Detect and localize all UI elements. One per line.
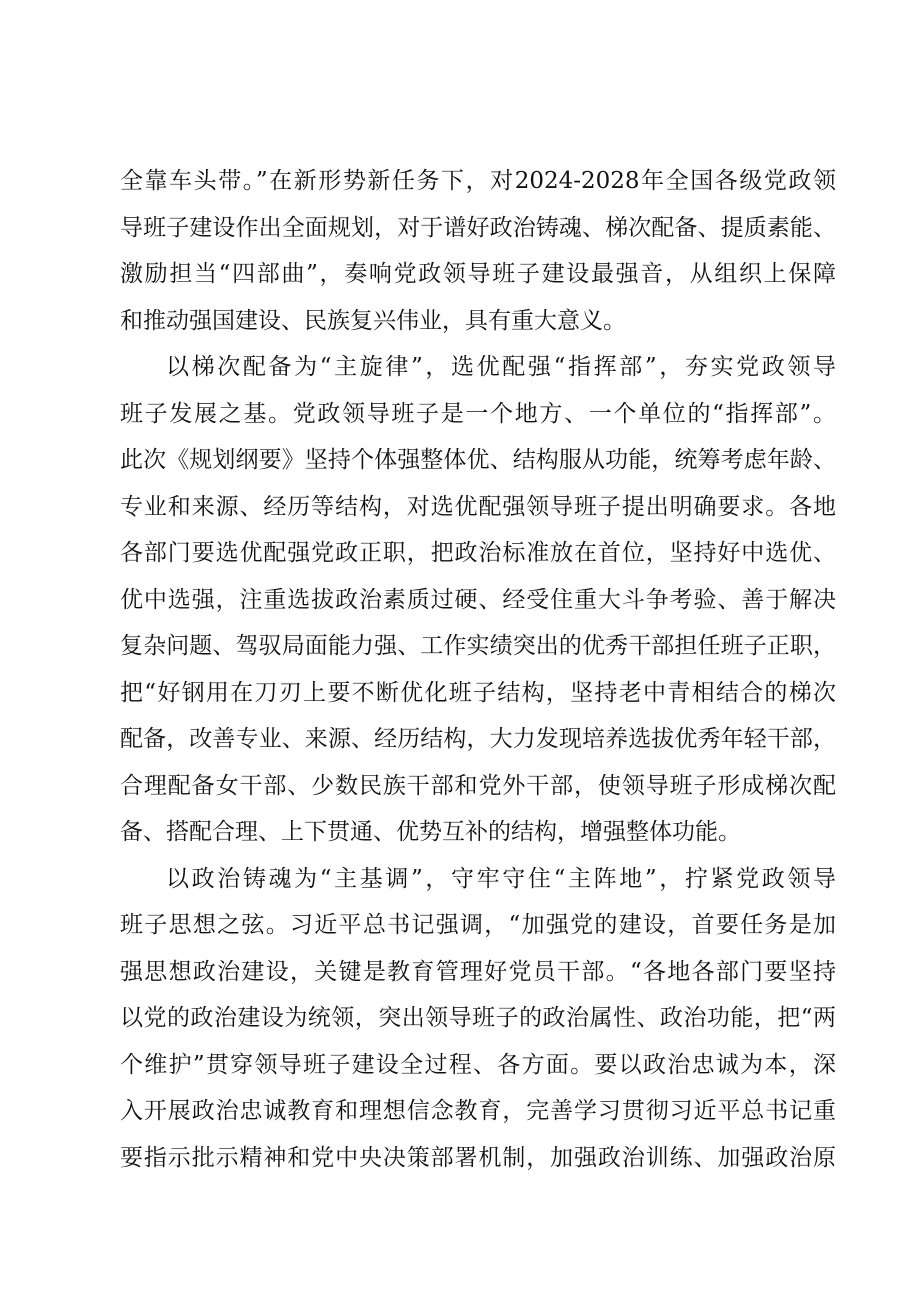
paragraph-3 <box>120 856 836 1182</box>
text-line: 各部门要选优配强党政正职，把政治标准放在首位，坚持好中选优、 <box>120 540 836 566</box>
text-line: 班子发展之基。党政领导班子是一个地方、一个单位的“指挥部”。 <box>120 400 836 427</box>
text-line: 备、搭配合理、上下贯通、优势互补的结构，增强整体功能。 <box>120 819 741 845</box>
text-line: 要指示批示精神和党中央决策部署机制，加强政治训练、加强政治原 <box>120 1144 836 1171</box>
text-line: 和推动强国建设、民族复兴伟业，具有重大意义。 <box>120 307 626 334</box>
text-line: 此次《规划纲要》坚持个体强整体优、结构服从功能，统筹考虑年龄、 <box>120 447 836 473</box>
text-line: 专业和来源、经历等结构，对选优配强领导班子提出明确要求。各地 <box>120 493 836 520</box>
text-line: 班子思想之弦。习近平总书记强调，“加强党的建设，首要任务是加 <box>120 912 836 938</box>
text-line: 配备，改善专业、来源、经历结构，大力发现培养选拔优秀年轻干部， <box>120 726 836 752</box>
text-line: 把“好钢用在刀刃上要不断优化班子结构，坚持老中青相结合的梯次 <box>120 679 836 706</box>
text-line: 强思想政治建设，关键是教育管理好党员干部。“各地各部门要坚持 <box>120 958 836 985</box>
body-text <box>120 158 836 1181</box>
text-line: 激励担当“四部曲”，奏响党政领导班子建设最强音，从组织上保障 <box>120 261 836 287</box>
text-line: 优中选强，注重选拔政治素质过硬、经受住重大斗争考验、善于解决 <box>120 586 836 613</box>
text-line: 全靠车头带。”在新形势新任务下，对2024-2028年全国各级党政领 <box>120 168 836 194</box>
paragraph-2 <box>120 344 836 856</box>
text-line: 个维护”贯穿领导班子建设全过程、各方面。要以政治忠诚为本，深 <box>120 1051 836 1078</box>
text-line: 入开展政治忠诚教育和理想信念教育，完善学习贯彻习近平总书记重 <box>120 1098 836 1124</box>
text-line: 复杂问题、驾驭局面能力强、工作实绩突出的优秀干部担任班子正职， <box>120 633 836 659</box>
text-line: 以党的政治建设为统领，突出领导班子的政治属性、政治功能，把“两 <box>120 1005 836 1031</box>
paragraph-1 <box>120 158 836 344</box>
text-line: 以梯次配备为“主旋律”，选优配强“指挥部”，夯实党政领导 <box>166 354 836 380</box>
text-line: 以政治铸魂为“主基调”，守牢守住“主阵地”，拧紧党政领导 <box>166 865 836 892</box>
text-line: 导班子建设作出全面规划，对于谱好政治铸魂、梯次配备、提质素能、 <box>120 214 836 241</box>
text-line: 合理配备女干部、少数民族干部和党外干部，使领导班子形成梯次配 <box>120 772 836 799</box>
